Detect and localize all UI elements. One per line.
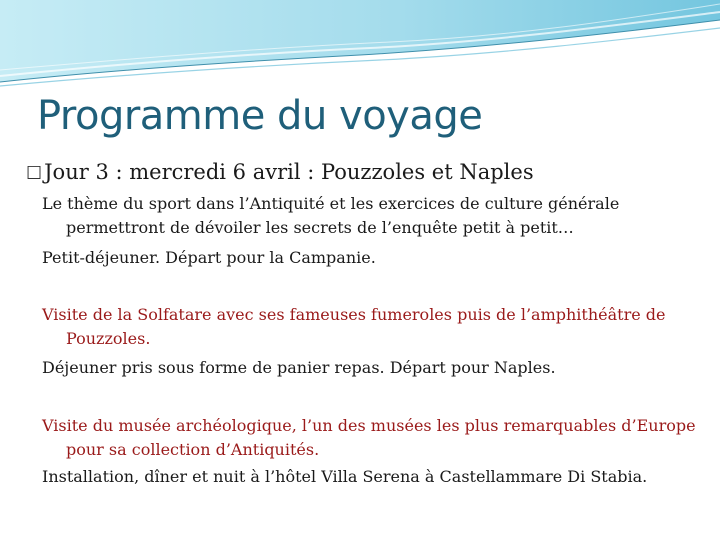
header-wave-decoration bbox=[0, 0, 720, 100]
day-heading-text: Jour 3 : mercredi 6 avril : Pouzzoles et Naples bbox=[44, 160, 534, 184]
itinerary-line-highlight: Visite du musée archéologique, l’un des musées les plus remarquables d’Europe pour sa collection d’Antiquités. bbox=[42, 416, 696, 459]
itinerary-line-highlight: Visite de la Solfatare avec ses fameuses fumeroles puis de l’amphithéâtre de Pouzzoles. bbox=[42, 305, 666, 348]
itinerary-line: Petit-déjeuner. Départ pour la Campanie. bbox=[42, 248, 376, 267]
page-title: Programme du voyage bbox=[37, 93, 483, 139]
checkbox-bullet-icon: ☐ bbox=[26, 163, 43, 184]
itinerary-line: Déjeuner pris sous forme de panier repas. Départ pour Naples. bbox=[42, 358, 556, 377]
intro-paragraph: Le thème du sport dans l’Antiquité et les exercices de culture générale permettront de dévoiler les secrets de l’enquête petit à petit… bbox=[42, 194, 620, 237]
day-heading bbox=[26, 158, 534, 188]
itinerary-line: Installation, dîner et nuit à l’hôtel Villa Serena à Castellammare Di Stabia. bbox=[42, 467, 648, 486]
